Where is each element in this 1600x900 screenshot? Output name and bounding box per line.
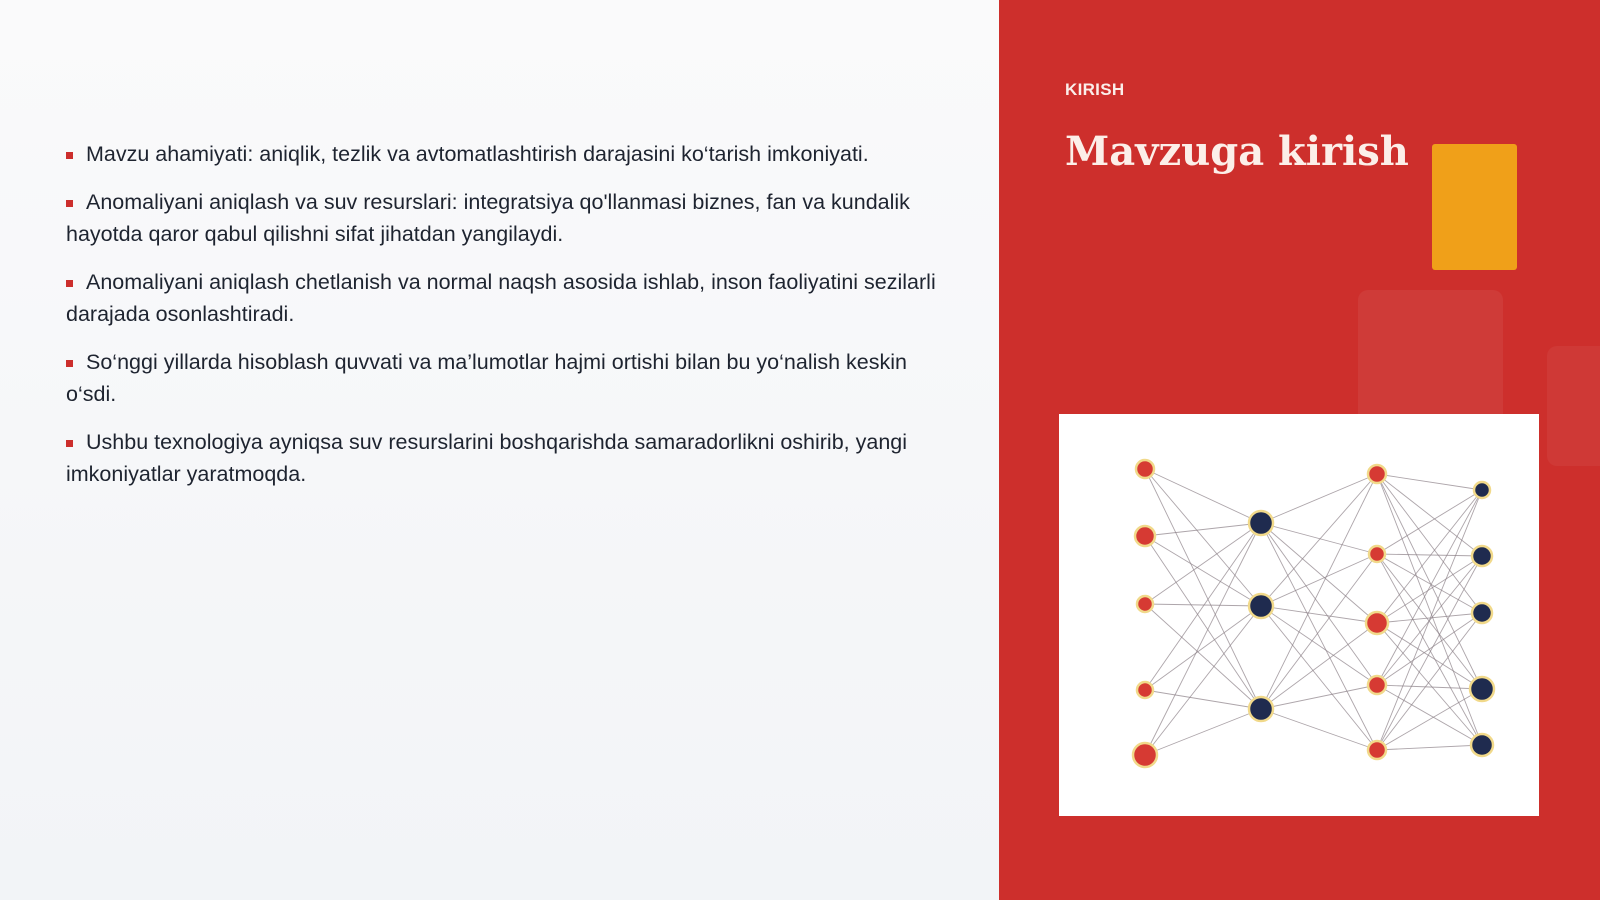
- title-panel: [999, 0, 1600, 900]
- bullet-item-5: [66, 426, 946, 490]
- network-edge: [1377, 474, 1482, 490]
- network-edges: [1145, 469, 1482, 755]
- bullet-square-icon: [66, 280, 73, 287]
- bullet-list: [66, 138, 946, 506]
- network-node: [1369, 546, 1385, 562]
- network-edge: [1261, 523, 1377, 685]
- network-edge: [1261, 474, 1377, 606]
- network-node: [1135, 526, 1155, 546]
- network-edge: [1377, 490, 1482, 623]
- network-node: [1368, 465, 1386, 483]
- network-node: [1474, 482, 1490, 498]
- neural-network-image: [1059, 414, 1539, 816]
- network-edge: [1377, 554, 1482, 556]
- network-edge: [1145, 606, 1261, 690]
- bullet-text-3: Anomaliyani aniqlash chetlanish va normal naqsh asosida ishlab, inson faoliyatini sezilarli darajada osonlashtiradi.: [66, 270, 936, 326]
- network-edge: [1145, 523, 1261, 536]
- network-edge: [1145, 604, 1261, 606]
- network-edge: [1261, 523, 1377, 750]
- network-node: [1137, 682, 1153, 698]
- network-edge: [1377, 556, 1482, 623]
- network-edge: [1377, 474, 1482, 689]
- network-node: [1472, 603, 1492, 623]
- network-edge: [1145, 469, 1261, 523]
- network-edge: [1377, 685, 1482, 745]
- neural-network-illustration-icon: [1059, 414, 1539, 816]
- network-node: [1368, 676, 1386, 694]
- network-node: [1249, 594, 1273, 618]
- network-edge: [1145, 469, 1261, 606]
- bullet-square-icon: [66, 360, 73, 367]
- network-node: [1366, 612, 1388, 634]
- network-edge: [1145, 523, 1261, 755]
- network-edge: [1261, 685, 1377, 709]
- network-edge: [1145, 606, 1261, 755]
- network-edge: [1261, 554, 1377, 606]
- bullet-text-2: Anomaliyani aniqlash va suv resurslari: integratsiya qo'llanmasi biznes, fan va kundalik hayotda qaror qabul qilishni sifat jihatdan yangilaydi.: [66, 190, 910, 246]
- network-edge: [1377, 685, 1482, 689]
- bullet-item-4: [66, 346, 946, 410]
- network-edge: [1261, 474, 1377, 709]
- network-edge: [1377, 613, 1482, 750]
- network-node: [1249, 697, 1273, 721]
- bullet-item-1: [66, 138, 946, 170]
- network-edge: [1377, 490, 1482, 750]
- network-edge: [1261, 474, 1377, 523]
- network-node: [1472, 546, 1492, 566]
- accent-block: [1432, 144, 1517, 270]
- network-edge: [1377, 556, 1482, 750]
- network-edge: [1261, 606, 1377, 750]
- slide-title: Mavzuga kirish: [1065, 128, 1409, 175]
- bullet-item-3: [66, 266, 946, 330]
- network-edge: [1377, 623, 1482, 745]
- bullet-square-icon: [66, 200, 73, 207]
- network-edge: [1377, 490, 1482, 554]
- network-edge: [1145, 523, 1261, 690]
- decorative-shape: [1547, 346, 1600, 466]
- network-node: [1249, 511, 1273, 535]
- network-edge: [1261, 523, 1377, 623]
- network-node: [1133, 743, 1157, 767]
- network-edge: [1377, 613, 1482, 685]
- network-edge: [1377, 689, 1482, 750]
- bullet-square-icon: [66, 440, 73, 447]
- bullet-item-2: [66, 186, 946, 250]
- network-node: [1137, 596, 1153, 612]
- network-edge: [1145, 536, 1261, 709]
- network-node: [1136, 460, 1154, 478]
- network-edge: [1145, 523, 1261, 604]
- section-label: KIRISH: [1065, 80, 1125, 99]
- bullet-text-5: Ushbu texnologiya ayniqsa suv resurslarini boshqarishda samaradorlikni oshirib, yangi imkoniyatlar yaratmoqda.: [66, 430, 908, 486]
- bullet-text-4: So‘nggi yillarda hisoblash quvvati va ma’lumotlar hajmi ortishi bilan bu yo‘nalish keskin o‘sdi.: [66, 350, 907, 406]
- network-edge: [1145, 536, 1261, 606]
- network-node: [1470, 677, 1494, 701]
- network-edge: [1261, 554, 1377, 709]
- bullet-square-icon: [66, 152, 73, 159]
- network-node: [1368, 741, 1386, 759]
- network-edge: [1377, 745, 1482, 750]
- network-edge: [1145, 469, 1261, 709]
- bullet-text-1: Mavzu ahamiyati: aniqlik, tezlik va avtomatlashtirish darajasini ko‘tarish imkoniyati.: [86, 142, 869, 166]
- network-node: [1471, 734, 1493, 756]
